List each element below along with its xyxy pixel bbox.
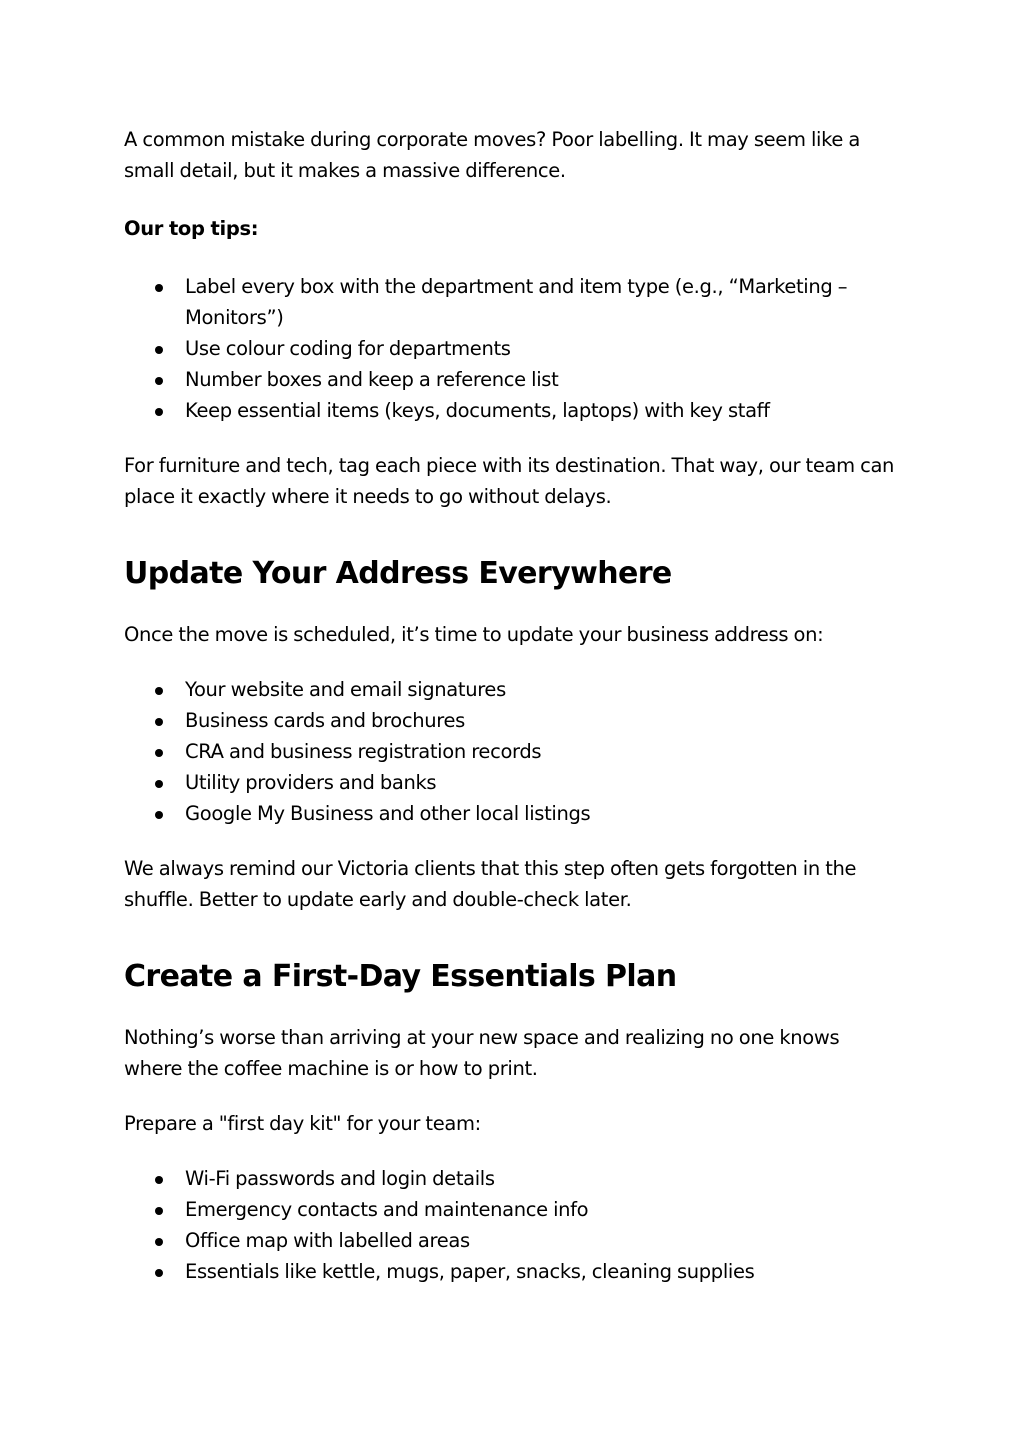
- first-day-essentials-heading: Create a First-Day Essentials Plan: [124, 959, 677, 994]
- list-item-text: Your website and email signatures: [185, 678, 506, 701]
- first-day-essentials-intro: Nothing’s worse than arriving at your new space and realizing no one knows where the coffee machine is or how to print.: [124, 1026, 840, 1080]
- first-day-kit-intro: Prepare a "first day kit" for your team:: [124, 1112, 481, 1135]
- bullet-icon: [155, 718, 163, 726]
- list-item-text: Keep essential items (keys, documents, laptops) with key staff: [185, 399, 770, 422]
- bullet-icon: [155, 811, 163, 819]
- furniture-paragraph: For furniture and tech, tag each piece with its destination. That way, our team can place it exactly where it needs to go without delays.: [124, 454, 895, 508]
- tips-list: [124, 271, 896, 426]
- first-day-kit-list: [124, 1163, 896, 1287]
- bullet-icon: [155, 284, 163, 292]
- bullet-icon: [155, 780, 163, 788]
- tips-heading: Our top tips:: [124, 217, 259, 240]
- list-item: [124, 767, 896, 798]
- list-item: [124, 1225, 896, 1256]
- list-item-text: Essentials like kettle, mugs, paper, snacks, cleaning supplies: [185, 1260, 755, 1283]
- list-item: [124, 1194, 896, 1225]
- list-item-text: CRA and business registration records: [185, 740, 542, 763]
- list-item: [124, 736, 896, 767]
- update-address-list: [124, 674, 896, 829]
- intro-paragraph: A common mistake during corporate moves? Poor labelling. It may seem like a small detail, but it makes a massive difference.: [124, 128, 860, 182]
- bullet-icon: [155, 687, 163, 695]
- bullet-icon: [155, 1176, 163, 1184]
- list-item: [124, 364, 896, 395]
- list-item: [124, 333, 896, 364]
- victoria-clients-paragraph: We always remind our Victoria clients that this step often gets forgotten in the shuffle. Better to update early and double-check later.: [124, 857, 857, 911]
- bullet-icon: [155, 408, 163, 416]
- list-item-text: Wi-Fi passwords and login details: [185, 1167, 495, 1190]
- list-item-text: Google My Business and other local listings: [185, 802, 591, 825]
- list-item: [124, 1256, 896, 1287]
- list-item: [124, 798, 896, 829]
- list-item-text: Number boxes and keep a reference list: [185, 368, 559, 391]
- list-item-text: Emergency contacts and maintenance info: [185, 1198, 589, 1221]
- bullet-icon: [155, 377, 163, 385]
- update-address-intro: Once the move is scheduled, it’s time to update your business address on:: [124, 623, 824, 646]
- bullet-icon: [155, 1269, 163, 1277]
- bullet-icon: [155, 1238, 163, 1246]
- list-item-text: Office map with labelled areas: [185, 1229, 470, 1252]
- list-item: [124, 1163, 896, 1194]
- list-item: [124, 705, 896, 736]
- bullet-icon: [155, 346, 163, 354]
- bullet-icon: [155, 1207, 163, 1215]
- list-item-text: Label every box with the department and item type (e.g., “Marketing – Monitors”): [185, 275, 848, 329]
- list-item: [124, 395, 896, 426]
- list-item-text: Utility providers and banks: [185, 771, 437, 794]
- update-address-heading: Update Your Address Everywhere: [124, 556, 672, 591]
- list-item: [124, 674, 896, 705]
- bullet-icon: [155, 749, 163, 757]
- list-item: [124, 271, 896, 333]
- document-page: [124, 124, 896, 1287]
- list-item-text: Business cards and brochures: [185, 709, 465, 732]
- list-item-text: Use colour coding for departments: [185, 337, 511, 360]
